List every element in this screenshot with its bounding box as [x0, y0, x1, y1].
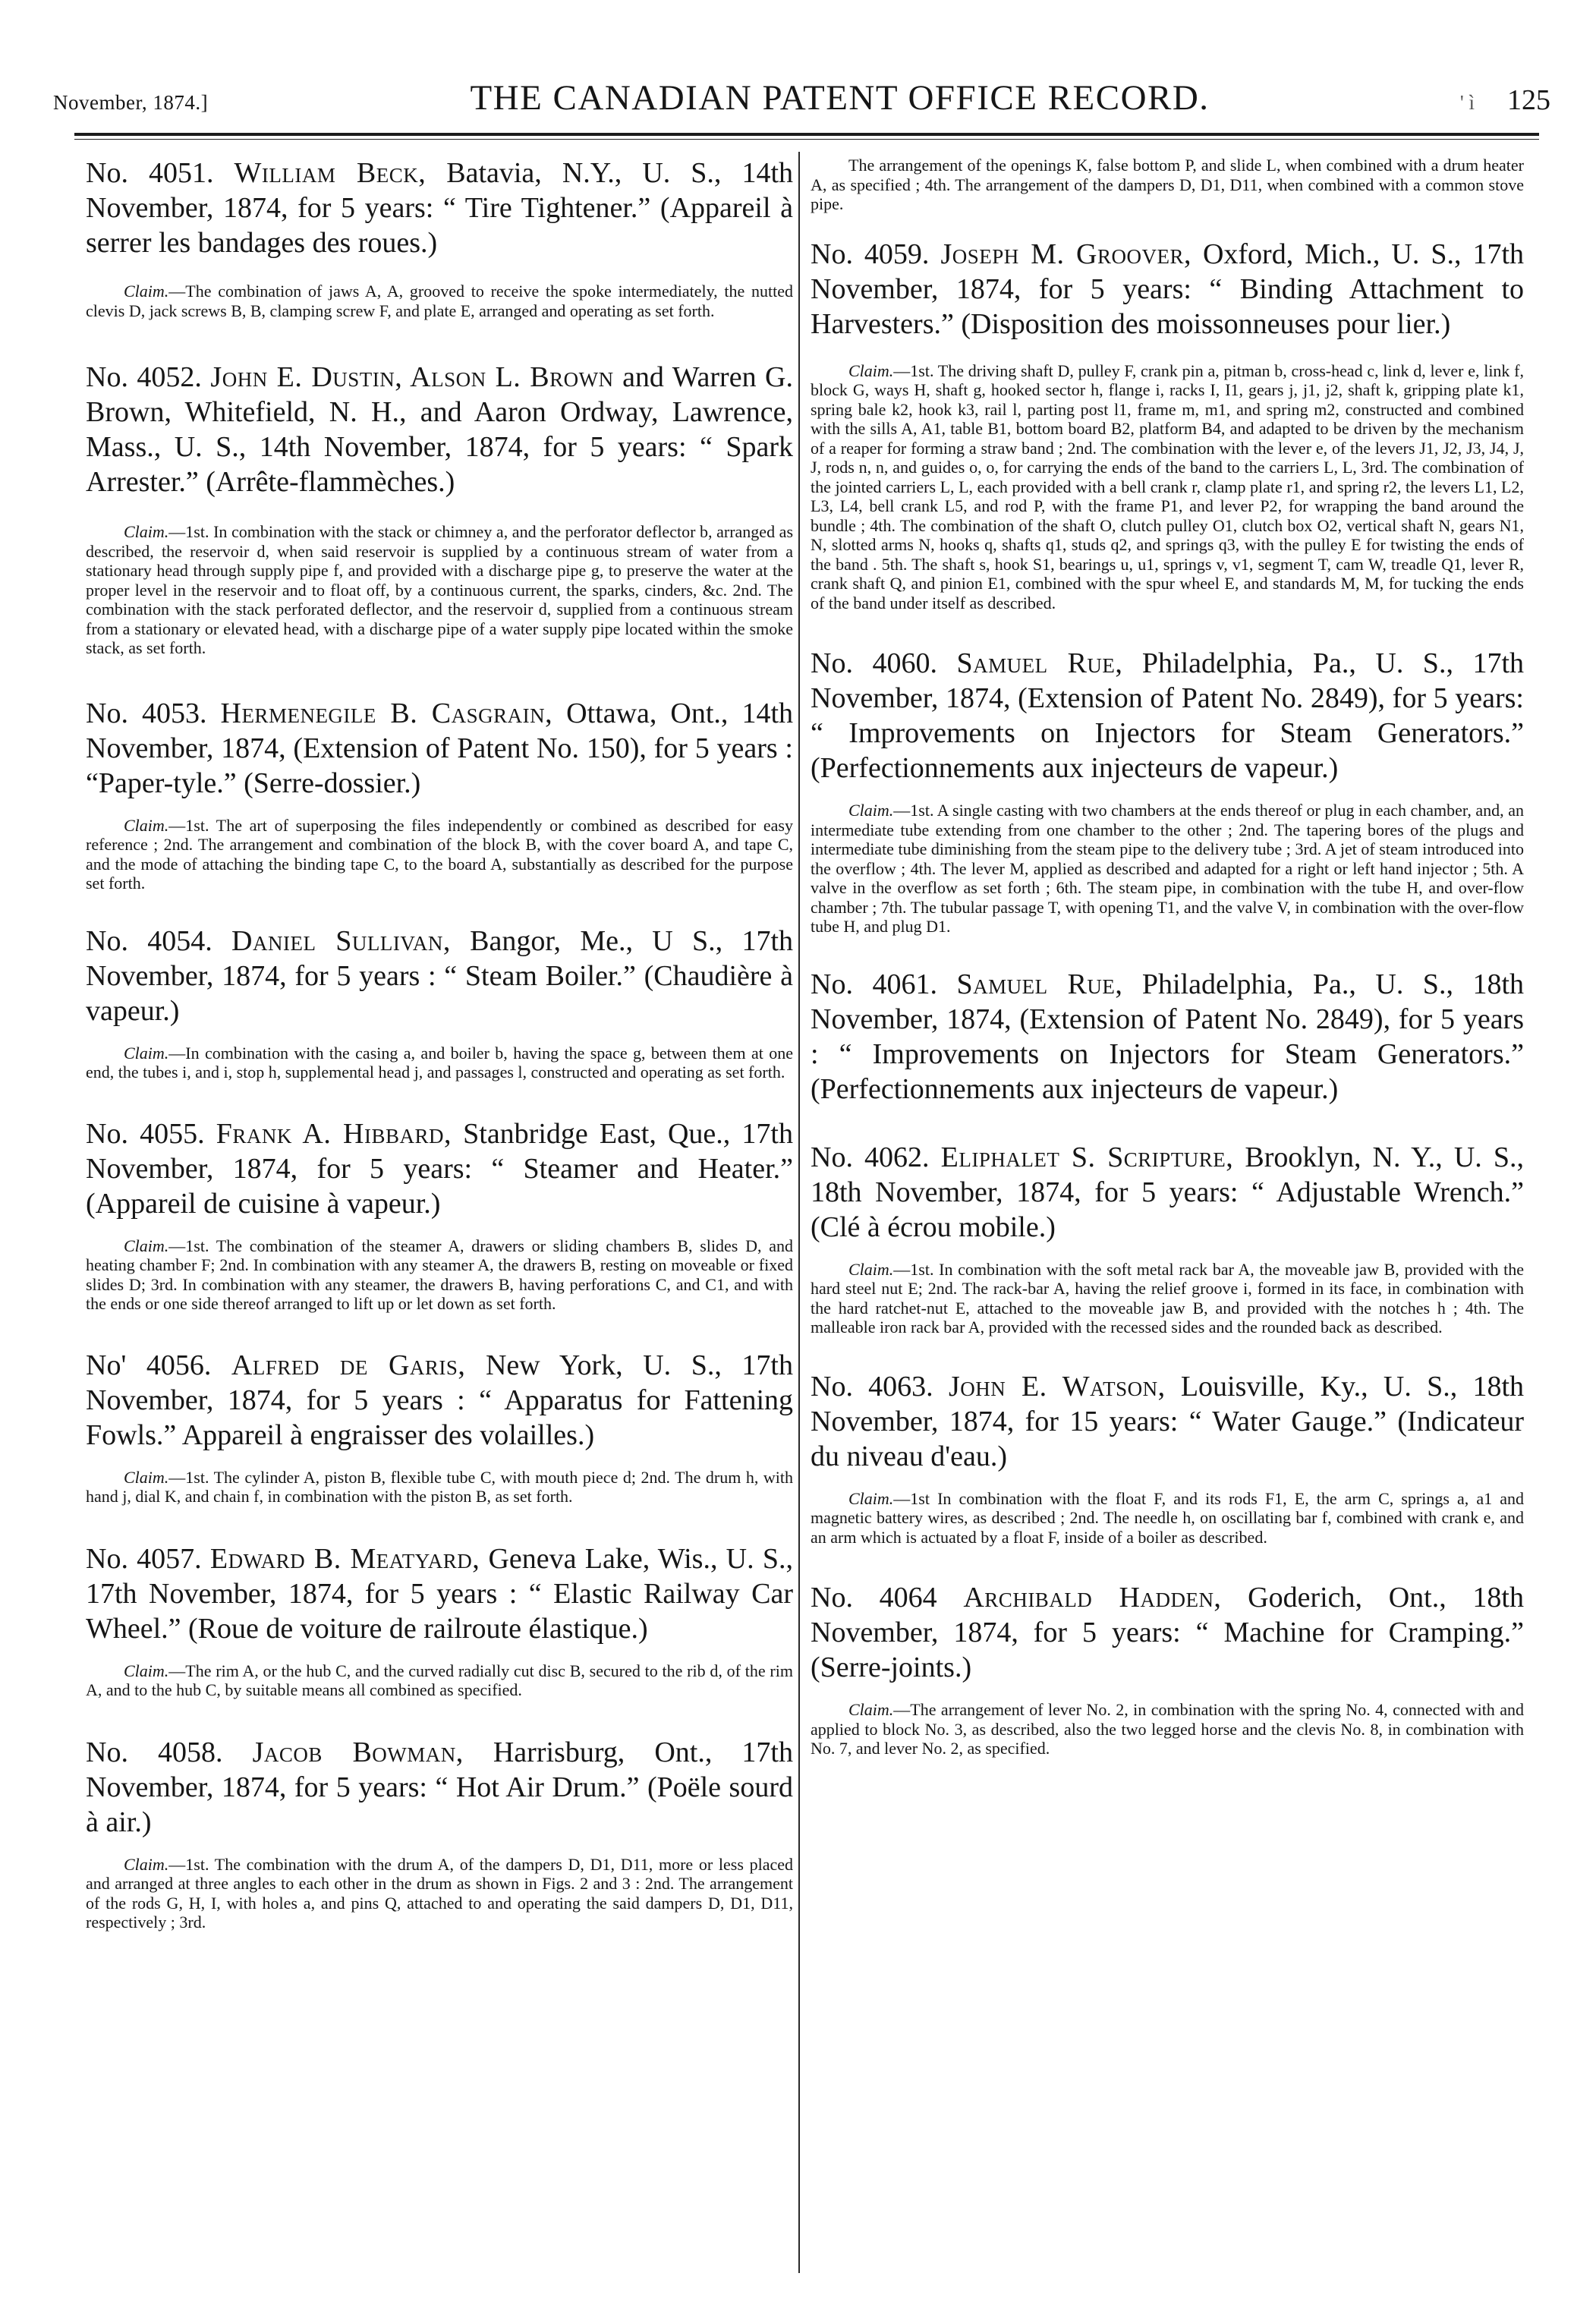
- inventor-name: Edward B. Meatyard,: [209, 1542, 480, 1575]
- entry-claim: [86, 522, 793, 658]
- entry-heading: [811, 1369, 1524, 1474]
- claim-text: —1st. The combination with the drum A, of the dampers D, D1, D11, more or less placed and arranged at three angles to each other in the drum as shown in Figs. 2 and 3 : 2nd. The arrangement of the rods G, H, I, with holes a, and pins Q, attached to and operating the said dampers D, D1, D11, respectively ; 3rd.: [86, 1854, 793, 1932]
- patent-number: No. 4064: [811, 1582, 937, 1614]
- entry-heading: [86, 1348, 793, 1453]
- patent-entry-4063: [811, 1369, 1524, 1547]
- inventor-name: Frank A. Hibbard,: [216, 1117, 452, 1150]
- inventor-name: Archibald Hadden,: [963, 1582, 1222, 1614]
- patent-entry-4060: [811, 646, 1524, 937]
- patent-number: No. 4061.: [811, 968, 937, 1000]
- claim-text: —The combination of jaws A, A, grooved to receive the spoke intermediately, the nutted clevis D, jack screws B, B, clamping screw F, and plate E, arranged and operating as set forth.: [86, 282, 793, 320]
- patent-number: No. 4055.: [86, 1117, 205, 1150]
- entry-claim: [811, 1700, 1524, 1758]
- inventor-name: Alfred de Garis,: [231, 1349, 466, 1381]
- claim-label: Claim.: [124, 815, 169, 835]
- entry-heading: [811, 237, 1524, 342]
- claim-text: —The arrangement of lever No. 2, in combination with the spring No. 4, connected with and applied to block No. 3, as described, also the two legged horse and the clevis No. 8, in combination with No. 7, and lever No. 2, as specified.: [811, 1700, 1524, 1758]
- entry-claim: [811, 801, 1524, 937]
- claim-label: Claim.: [124, 1854, 169, 1874]
- claim-text: —The rim A, or the hub C, and the curved radially cut disc B, secured to the rib d, of the rim A, and to the hub C, by suitable means all combined as specified.: [86, 1661, 793, 1699]
- claim-label: Claim.: [124, 522, 169, 541]
- entry-claim: [86, 1661, 793, 1700]
- entry-claim: [86, 1236, 793, 1314]
- patent-number: No. 4060.: [811, 647, 937, 679]
- inventor-name: Joseph M. Groover,: [940, 238, 1191, 270]
- entry-claim: [811, 361, 1524, 613]
- claim-label: Claim.: [124, 1043, 169, 1063]
- entry-heading: [86, 696, 793, 801]
- entry-details: and Warren G. Brown, Whitefield, N. H., and Aaron Ordway, Lawrence, Mass., U. S., 14th November, 1874, for 5 years: “ Spark Arrester.” (Arrête-flammèches.): [86, 361, 793, 498]
- patent-entry-4059: [811, 237, 1524, 613]
- entry-claim: [86, 1855, 793, 1932]
- claim-label: Claim.: [848, 1259, 894, 1279]
- patent-entry-4056: [86, 1348, 793, 1507]
- entry-heading: [86, 1735, 793, 1840]
- claim-label: Claim.: [124, 1467, 169, 1487]
- entry-claim: [86, 1044, 793, 1082]
- claim-text: —In combination with the casing a, and boiler b, having the space g, between them at one end, the tubes i, and i, stop h, supplemental head j, and passages l, constructed and operating as set forth.: [86, 1043, 793, 1082]
- inventor-name: Samuel Rue,: [956, 647, 1123, 679]
- inventor-name: John E. Watson,: [948, 1370, 1166, 1403]
- right-column: [811, 156, 1524, 2273]
- entry-claim: [811, 1489, 1524, 1547]
- patent-entry-4057: [86, 1541, 793, 1700]
- patent-entry-4058: [86, 1735, 793, 1932]
- left-column: [86, 156, 793, 2273]
- entry-details: Oxford, Mich., U. S., 17th November, 1874, for 5 years: “ Binding Attachment to Harvesters.” (Disposition des moissonneuses pour lier.): [811, 238, 1524, 340]
- entry-heading: [811, 1140, 1524, 1245]
- patent-entry-4054: [86, 924, 793, 1082]
- entry-details: New York, U. S., 17th November, 1874, for 5 years : “ Apparatus for Fattening Fowls.” Appareil à engraisser des volailles.): [86, 1349, 793, 1451]
- entry-details: Harrisburg, Ont., 17th November, 1874, for 5 years: “ Hot Air Drum.” (Poële sourd à air.): [86, 1736, 793, 1838]
- entry-claim: [811, 1260, 1524, 1337]
- claim-label: Claim.: [848, 361, 894, 380]
- patent-number: No. 4052.: [86, 361, 202, 393]
- patent-number: No. 4057.: [86, 1542, 202, 1575]
- entry-heading: [86, 1541, 793, 1646]
- header-date: November, 1874.]: [53, 91, 209, 114]
- inventor-name: Samuel Rue,: [956, 968, 1123, 1000]
- entry-details: Philadelphia, Pa., U. S., 18th November, 1874, (Extension of Patent No. 2849), for 5 years : “ Improvements on Injectors for Steam Generators.” (Perfectionnements aux injecteurs de vapeur.): [811, 968, 1524, 1105]
- entry-details: Bangor, Me., U S., 17th November, 1874, for 5 years : “ Steam Boiler.” (Chaudière à vapeur.): [86, 924, 793, 1027]
- entry-details: Brooklyn, N. Y., U. S., 18th November, 1874, for 5 years: “ Adjustable Wrench.” (Clé à écrou mobile.): [811, 1141, 1524, 1243]
- claim-text: —1st. In combination with the stack or chimney a, and the perforator deflector b, arranged as described, the reservoir d, when said reservoir is supplied by a continuous stream of water from a stationary head through supply pipe f, and provided with a discharge pipe g, to preserve the water at the proper level in the reservoir and to float off, by a continuous current, the sparks, cinders, &c. 2nd. The combination with the stack perforated deflector, and the reservoir d, supplied from a continuous stream from a stationary or elevated head, with a discharge pipe of a water supply pipe located within the smoke stack, as set forth.: [86, 522, 793, 657]
- header-rule-thin: [74, 139, 1539, 140]
- column-divider: [798, 152, 800, 2273]
- entry-details: Geneva Lake, Wis., U. S., 17th November, 1874, for 5 years : “ Elastic Railway Car Wheel.” (Roue de voiture de railroute élastique.): [86, 1542, 793, 1645]
- patent-entry-4061: [811, 967, 1524, 1107]
- claim-text: —1st In combination with the float F, and its rods F1, E, the arm C, springs a, a1 and magnetic battery wires, as described ; 2nd. The needle h, on oscillating bar f, combined with crank e, and an arm which is actuated by a float F, inside of a boiler as described.: [811, 1488, 1524, 1547]
- patent-entry-4053: [86, 696, 793, 893]
- entry-heading: [811, 967, 1524, 1107]
- claim-label: Claim.: [848, 1488, 894, 1508]
- patent-entry-4052: [86, 360, 793, 658]
- patent-number: No' 4056.: [86, 1349, 212, 1381]
- entry-claim: [86, 282, 793, 320]
- patent-number: No. 4062.: [811, 1141, 930, 1173]
- claim-label: Claim.: [848, 1700, 894, 1719]
- claim-text: —1st. The cylinder A, piston B, flexible tube C, with mouth piece d; 2nd. The drum h, with hand j, dial K, and chain f, in combination with the piston B, as set forth.: [86, 1467, 793, 1506]
- entry-heading: [86, 1116, 793, 1221]
- claim-text: —1st. The art of superposing the files independently or combined as described for easy reference ; 2nd. The arrangement and combination of the block B, with the cover board A, and tape C, and the mode of attaching the binding tape C, to the board A, substantially as described for the purpose set forth.: [86, 815, 793, 893]
- header-mark: ' ì: [1459, 91, 1475, 114]
- claim-text: —1st. The driving shaft D, pulley F, crank pin a, pitman b, cross-head c, link d, lever e, link f, block G, ways H, shaft g, hooked sector h, flange i, racks I, I1, gears j, j1, j2, shaft k, gripping plate k1, spring bale k2, hook k3, rail l, parting post l1, frame m, m1, and spring m2, constructed and combined with the sills A, A1, table B1, bottom board B2, platform B4, and adapted to be driven by the mechanism of a reaper for forming a straw band ; 2nd. The combination with the lever e, of the levers J1, J2, J3, J4, J, J, rods n, n, and guides o, o, for carrying the ends of the band to the carriers L, L, 3rd. The combination of the jointed carriers L, L, each provided with a bell crank r, clamp plate r1, and spring r2, the levers L1, L2, L3, L4, bell crank L5, and rod P, with the frame P1, and lever P2, for wrapping the band around the bundle ; 4th. The combination of the shaft O, clutch pulley O1, clutch box O2, vertical shaft N, gears N1, N, slotted arms N, hooks q, shafts q1, studs q2, and springs q3, with the pulley E for twisting the ends of the band . 5th. The shaft s, hook S1, bearings u, u1, springs v, v1, segment T, cam W, treadle Q1, lever R, crank shaft Q, and pinion E1, combined with the spur wheel E, and standards M, M, for tucking the ends of the band under itself as described.: [811, 361, 1524, 612]
- patent-number: No. 4054.: [86, 924, 212, 957]
- entry-details: Ottawa, Ont., 14th November, 1874, (Extension of Patent No. 150), for 5 years : “Paper-tyle.” (Serre-dossier.): [86, 697, 793, 799]
- inventor-name: Daniel Sullivan,: [231, 924, 451, 957]
- patent-number: No. 4063.: [811, 1370, 933, 1403]
- patent-entry-4062: [811, 1140, 1524, 1337]
- claim-text: —1st. In combination with the soft metal rack bar A, the moveable jaw B, provided with the hard steel nut E; 2nd. The rack-bar A, having the relief groove i, formed in its face, in combination with the hard ratchet-nut E, attached to the moveable jaw B, and provided with the notches h ; 4th. The malleable iron rack bar A, provided with the recessed sides and the rounded back as described.: [811, 1259, 1524, 1337]
- claim-continuation: The arrangement of the openings K, false bottom P, and slide L, when combined with a drum heater A, as specified ; 4th. The arrangement of the dampers D, D1, D11, when combined with a common stove pipe.: [811, 156, 1524, 213]
- patent-entry-4064: [811, 1580, 1524, 1758]
- entry-details: Stanbridge East, Que., 17th November, 1874, for 5 years: “ Steamer and Heater.” (Appareil de cuisine à vapeur.): [86, 1117, 793, 1220]
- entry-heading: [811, 646, 1524, 786]
- patent-number: No. 4053.: [86, 697, 207, 729]
- patent-number: No. 4059.: [811, 238, 930, 270]
- entry-claim: [86, 1468, 793, 1507]
- entry-details: Philadelphia, Pa., U. S., 17th November, 1874, (Extension of Patent No. 2849), for 5 years: “ Improvements on Injectors for Steam Generators.” (Perfectionnements aux injecteurs de vapeur.): [811, 647, 1524, 784]
- entry-heading: [86, 156, 793, 260]
- patent-entry-4051: [86, 156, 793, 320]
- entry-details: Louisville, Ky., U. S., 18th November, 1874, for 15 years: “ Water Gauge.” (Indicateur du niveau d'eau.): [811, 1370, 1524, 1472]
- claim-text: —1st. A single casting with two chambers at the ends thereof or plug in each chamber, and, an intermediate tube extending from one chamber to the other ; 2nd. The tapering bores of the plugs and intermediate tube diminishing from the steam pipe to the delivery tube ; 3rd. A jet of steam introduced into the overflow ; 4th. The lever M, applied as described and adapted for a right or left hand injector ; 5th. A valve in the overflow as set forth ; 6th. The steam pipe, in combination with the tube H, and over-flow chamber ; 7th. The tubular passage T, with opening T1, and the valve V, in combination with the over-flow tube H, and plug D1.: [811, 801, 1524, 936]
- inventor-name: John E. Dustin, Alson L. Brown: [210, 361, 614, 393]
- claim-text: —1st. The combination of the steamer A, drawers or sliding chambers B, slides D, and heating chamber F; 2nd. In combination with any steamer A, the drawers B, resting on moveable or fixed slides D; 3rd. In combination with any steamer, the drawers B, having perforations C, and C1, and with the ends or one side thereof arranged to lift up or let down as set forth.: [86, 1236, 793, 1313]
- entry-heading: [811, 1580, 1524, 1685]
- entry-claim: [86, 816, 793, 893]
- running-header: [53, 77, 1550, 123]
- claim-label: Claim.: [848, 801, 894, 820]
- patent-number: No. 4051.: [86, 157, 214, 189]
- claim-label: Claim.: [124, 1661, 169, 1680]
- inventor-name: William Beck,: [234, 157, 427, 189]
- header-rule-thick: [74, 133, 1539, 136]
- page-number: 125: [1507, 84, 1550, 116]
- patent-entry-4055: [86, 1116, 793, 1314]
- inventor-name: Jacob Bowman,: [252, 1736, 464, 1768]
- inventor-name: Hermenegile B. Casgrain,: [220, 697, 553, 729]
- header-title: THE CANADIAN PATENT OFFICE RECORD.: [470, 78, 1210, 118]
- entry-details: Goderich, Ont., 18th November, 1874, for 5 years: “ Machine for Cramping.” (Serre-joints.): [811, 1582, 1524, 1683]
- claim-label: Claim.: [124, 282, 169, 301]
- patent-number: No. 4058.: [86, 1736, 223, 1768]
- entry-details: Batavia, N.Y., U. S., 14th November, 1874, for 5 years: “ Tire Tightener.” (Appareil à serrer les bandages des roues.): [86, 157, 793, 259]
- entry-heading: [86, 924, 793, 1028]
- inventor-name: Eliphalet S. Scripture,: [940, 1141, 1234, 1173]
- claim-label: Claim.: [124, 1236, 169, 1255]
- entry-heading: [86, 360, 793, 499]
